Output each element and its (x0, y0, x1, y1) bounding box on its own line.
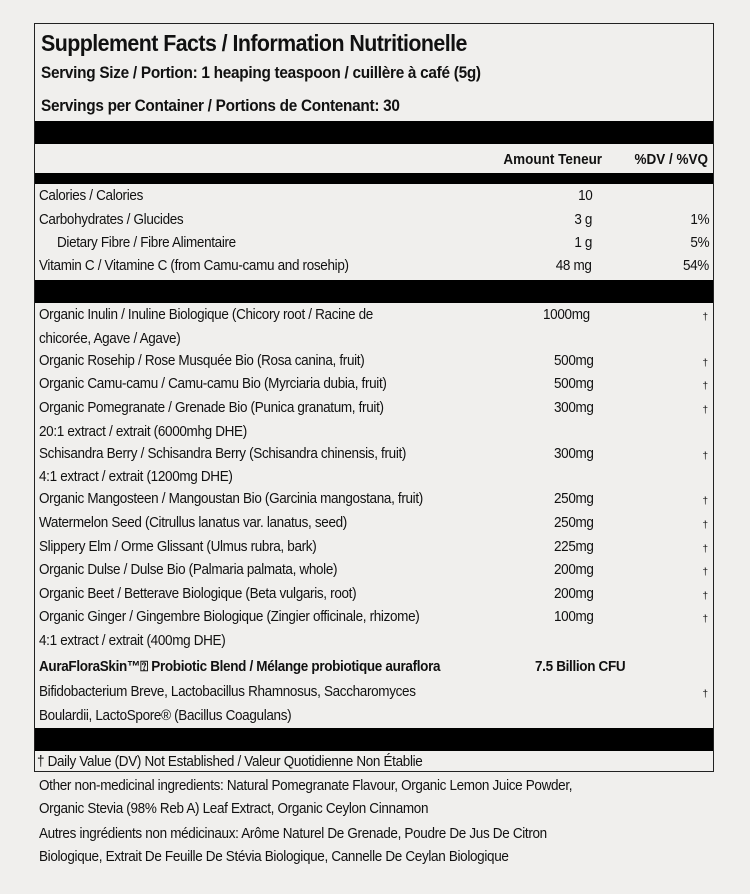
nutrient-dv: 54% (682, 258, 709, 274)
dv-not-established-dagger: † (702, 496, 708, 508)
dv-not-established-dagger: † (702, 590, 708, 602)
divider-bar (35, 173, 713, 184)
dv-not-established-dagger: † (702, 357, 708, 369)
ingredient-amount: 300mg (554, 445, 594, 462)
nutrient-name: Calories / Calories (39, 188, 143, 204)
ingredient-name: Organic Dulse / Dulse Bio (Palmaria palmata, whole) (39, 562, 338, 579)
footnote: † Daily Value (DV) Not Established / Valeur Quotidienne Non Établie (37, 754, 423, 770)
divider-bar (35, 121, 713, 144)
dv-not-established-dagger: † (702, 381, 708, 393)
nutrient-dv: 1% (690, 212, 709, 228)
serving-size: Serving Size / Portion: 1 heaping teaspoon / cuillère à café (5g) (41, 64, 481, 82)
dv-not-established-dagger: † (702, 543, 708, 555)
other-ingredients-line: Other non-medicinal ingredients: Natural Pomegranate Flavour, Organic Lemon Juice Powder, (39, 778, 573, 794)
ingredient-name: Organic Beet / Betterave Biologique (Beta vulgaris, root) (39, 585, 357, 602)
ingredient-name: Slippery Elm / Orme Glissant (Ulmus rubra, bark) (39, 538, 317, 555)
dv-not-established-dagger: † (702, 312, 708, 323)
ingredient-name: Organic Rosehip / Rose Musquée Bio (Rosa canina, fruit) (39, 352, 365, 369)
ingredient-amount: 225mg (554, 538, 594, 555)
other-ingredients-line: Autres ingrédients non médicinaux: Arôme Naturel De Grenade, Poudre De Jus De Citron (39, 826, 547, 842)
dv-not-established-dagger: † (702, 450, 708, 462)
ingredient-amount: 1000mg (543, 307, 590, 323)
blend-strains-line: Bifidobacterium Breve, Lactobacillus Rhamnosus, Saccharomyces (39, 684, 416, 700)
ingredient-amount: 100mg (554, 609, 594, 626)
ingredient-amount: 500mg (554, 376, 594, 393)
servings-per-container: Servings per Container / Portions de Contenant: 30 (41, 97, 400, 115)
ingredient-name: Organic Mangosteen / Mangoustan Bio (Garcinia mangostana, fruit) (39, 491, 423, 508)
ingredient-name: Organic Ginger / Gingembre Biologique (Zingier officinale, rhizome) (39, 609, 420, 626)
nutrient-name: Dietary Fibre / Fibre Alimentaire (57, 235, 236, 251)
ingredient-extract-note: chicorée, Agave / Agave) (39, 330, 181, 347)
nutrient-amount: 3 g (574, 212, 592, 228)
other-ingredients-line: Organic Stevia (98% Reb A) Leaf Extract, Organic Ceylon Cinnamon (39, 801, 429, 817)
nutrient-amount: 48 mg (556, 258, 592, 274)
ingredient-amount: 200mg (554, 585, 594, 602)
divider-bar (35, 728, 713, 751)
ingredient-name: Organic Pomegranate / Grenade Bio (Punica granatum, fruit) (39, 399, 384, 416)
nutrient-dv: 5% (690, 235, 709, 251)
ingredient-name: Organic Inulin / Inuline Biologique (Chicory root / Racine de (39, 307, 373, 323)
supplement-facts-panel (34, 23, 714, 772)
panel-title: Supplement Facts / Information Nutritionelle (41, 30, 467, 56)
nutrient-name: Carbohydrates / Glucides (39, 212, 184, 228)
dv-not-established-dagger: † (702, 567, 708, 579)
blend-strains-line: Boulardii, LactoSpore® (Bacillus Coagulans) (39, 708, 292, 724)
ingredient-amount: 300mg (554, 399, 594, 416)
blend-amount: 7.5 Billion CFU (535, 659, 626, 675)
blend-name: AuraFloraSkin™⍰ Probiotic Blend / Mélange probiotique auraflora (39, 659, 441, 675)
ingredient-name: Organic Camu-camu / Camu-camu Bio (Myrciaria dubia, fruit) (39, 376, 387, 393)
dv-not-established-dagger: † (702, 519, 708, 531)
ingredient-name: Watermelon Seed (Citrullus lanatus var. lanatus, seed) (39, 514, 347, 531)
ingredient-name: Schisandra Berry / Schisandra Berry (Schisandra chinensis, fruit) (39, 445, 407, 462)
blend-dv-dagger: † (702, 689, 708, 700)
nutrient-amount: 1 g (574, 235, 592, 251)
ingredient-amount: 200mg (554, 562, 594, 579)
nutrient-amount: 10 (577, 188, 592, 204)
dv-column-header: %DV / %VQ (634, 152, 708, 168)
amount-column-header: Amount Teneur (503, 152, 602, 168)
ingredient-extract-note: 4:1 extract / extrait (400mg DHE) (39, 632, 226, 649)
ingredient-amount: 250mg (554, 491, 594, 508)
ingredient-extract-note: 20:1 extract / extrait (6000mhg DHE) (39, 423, 247, 440)
divider-bar (35, 280, 713, 303)
dv-not-established-dagger: † (702, 614, 708, 626)
other-ingredients-line: Biologique, Extrait De Feuille De Stévia Biologique, Cannelle De Ceylan Biologique (39, 849, 509, 865)
nutrient-name: Vitamin C / Vitamine C (from Camu-camu and rosehip) (39, 258, 349, 274)
dv-not-established-dagger: † (702, 404, 708, 416)
ingredient-amount: 500mg (554, 352, 594, 369)
ingredient-amount: 250mg (554, 514, 594, 531)
ingredient-extract-note: 4:1 extract / extrait (1200mg DHE) (39, 469, 233, 486)
